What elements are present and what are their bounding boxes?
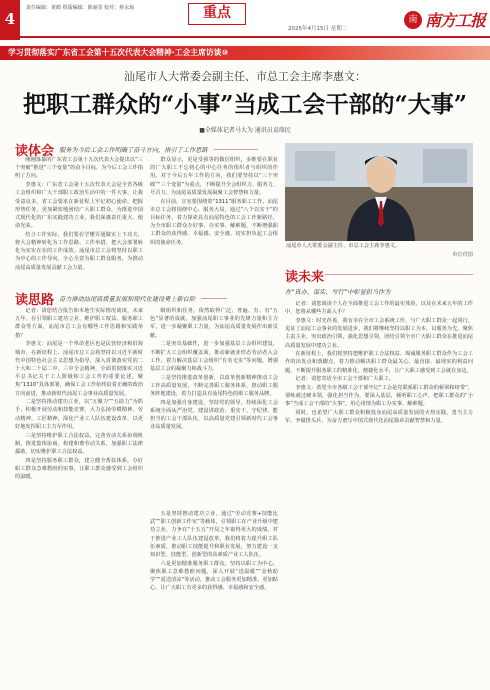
section-subtitle: 服务为今后工会工作明确了奋斗方向，指引了工作思路 [59,147,208,154]
paragraph: 六是更加精准服务职工群众。坚持以职工为中心，聚焦职工急难愁盼问题，深入开展“送温暖”“金秋助学”“夏送清凉”等活动，推动工会服务更加精准、更加贴心，让广大职工有更多的获得感、幸福感和安全感。 [150,560,278,592]
theme-banner [0,46,490,60]
portrait-photo [285,143,473,241]
paragraph: 级组织和任务，依然取得广泛、普遍、有、有“五色”显著的成就，加强汕尾职工事业的先锋力量和主力军，进一步凝聚职工力量，为汕尾高质量发展作出新贡献。 [150,308,278,339]
article-column-3 [15,307,143,685]
article-byline: ■全媒体记者马大为 通讯员袁瑞民 [199,127,291,134]
page-number: 4 [0,0,20,40]
paragraph: 群众显示，更是受我等的做信组织，多维要在职业的广大职工不忘初心的中心任务的组织者与组织的作用。对于今后五年工作的方向，我们要坚持以“三个突破”“三个变量”为重点，不断提升全会组织力、服务力、号召力，为汕尾高质量发展凝聚工会智慧和力量。 [150,157,278,196]
section-subtitle: 奋力推动汕尾高质量发展和现代化建设勇上新台阶 [59,296,196,303]
paragraph: 刚刚落幕的广东省工会第十五次代表大会提出以“三个突破”推进“三个变量”的奋斗目标，为今后工会工作指明了方向。 [15,157,143,180]
article-column-6 [285,300,473,685]
article-column-1 [15,156,143,286]
paragraph: 四是坚持服务职工群众，建立健全帮扶体系，办好职工群众急难愁盼的实事，让职工群众感受到工会组织的温暖。 [15,457,143,481]
editor-credits: 责任编辑：黄鹤 组版编辑：陈丽雯 校对：蔡永灿 [26,5,135,11]
article-column-4 [150,307,278,507]
section-title-weilai [285,266,473,296]
newspaper-brand [404,8,485,31]
issue-date: 2025年4月15日 星期二 [288,26,348,32]
paragraph: 李惠文：希望全市各级工会干部牢记“工会是党联系职工群众的桥梁和纽带”，要练就过硬本领，强化担当作为，要深入基层，倾听职工心声，把职工群众的“小事”当成工会干部的“大事”，用心用情为职工办实事、解难题。 [285,385,473,408]
section-title-label: 读思路 [15,293,55,308]
section-title-label: 读未来 [285,270,325,285]
paragraph: 李惠文：广东省工会第十五次代表大会是全省各级工会组织和广大干部职工政治生活中的一件大事，让我受益良多。省工会要求在新征程上牢记初心使命，把握形势任务，更加紧密地团结广大职工群众，为推进中国式现代化的广东实践建功立业，我们深感责任重大、使命光荣。 [15,182,143,230]
paragraph: 结合工作实际，我们要在学懂弄通做实上下功夫，将大会精神转化为工作思路、工作举措，把大会部署转化为实实在在的工作成效。汕尾市总工会将坚持以职工为中心的工作导向，全心全意为职工群众服务，为推动汕尾高质量发展贡献工会力量。 [15,231,143,271]
paragraph: 李惠文：时光荏苒，我有幸在全市工会系统工作，与广大职工群众一起同行，见证了汕尾工会事业的发展进步。我们将继续坚持以职工为本，以服务为先，聚焦主责主业，突出政治引领，强化思想引领，团结引领全市广大职工群众在推进汕尾高质量发展中建功立业。 [285,317,473,349]
paragraph: 记者：请您寄语全市工会干部和广大职工。 [295,376,394,383]
masthead-rule [0,36,490,38]
section-rule [325,274,473,275]
article-headline: 把职工群众的“小事”当成工会干部的“大事” [23,91,467,118]
photo-caption: 汕尾市人大常委会副主任、市总工会主席李惠文。 [286,243,401,249]
paragraph: 四是加强自身建设，坚持党的领导，持续深化工会系统全面从严治党，建设讲政治、重实干、守纪律、能担当的工会干部队伍，以高质量党建引领新时代工会事业高质量发展。 [150,399,278,431]
photo-credit: 单位供图 [452,252,473,258]
paragraph: 在新征程上，我们将坚持把维护职工合法权益、竭诚服务职工群众作为工会工作的出发点和落脚点，着力推动解决职工群众最关心、最直接、最现实的利益问题，不断提升服务职工的精准化、便捷化水平，让广大职工感受到工会就在身边。 [285,351,473,374]
section-rule [214,149,258,150]
brand-name: 南方工报 [425,11,486,30]
paragraph: 记者：请您谈谈个人在全面推进工会工作的最实体验，以及在未来五年的工作中，您将从哪些方面入手？ [285,301,473,316]
article-kicker: 汕尾市人大常委会副主任、市总工会主席李惠文： [124,70,366,83]
paragraph: 五是坚持推动建功立业，通过“劳动竞赛+技能比武”“职工创新工作室”等载体，引领职工在产业升级中建功立业，力争在“十五五”开局之年取得更大的成绩。对于推进产业工人队伍建设改革，我们将着力提升职工队伍素质，推动职工技能提升和职业发展，努力建设一支知识型、技能型、创新型的高素质产业工人队伍。 [150,511,278,559]
section-title-silu [15,289,227,308]
paragraph: 二是坚持推动建功立业，以“五聚力”“五助力”为抓手，积极开展劳动和技能竞赛，大力弘扬劳模精神、劳动精神、工匠精神，深化产业工人队伍建设改革，以更好地发挥职工主力军作用。 [15,399,143,430]
paragraph: 记者：请您结合报告和本地生实际情况谈谈，未来五年，在引领职工建功立业、维护职工权益、服务职工群众等方面，汕尾市总工会有哪些工作思路和实践举措？ [15,308,143,339]
brand-logo-icon: 南 [404,11,422,29]
paragraph: 在目前，宣室要围绕着“1311”服务职工工作，汕尾市总工会将围绕中心、服务大局，通过“八个以实干”的目标任务，着力探索具有汕尾特色的工会工作新路径，为全市职工群众办好事、办实事、解难题，不断增强职工群众的获得感、幸福感、安全感，切实担负起工会组织的使命任务。 [150,198,278,246]
theme-banner-text: 学习贯彻落实广东省工会第十五次代表大会精神·工会主席访谈⑩ [8,48,229,57]
portrait-illustration [285,143,473,241]
section-label: 重点 [188,3,246,25]
paragraph: 三是坚持维护职工合法权益，完善劳动关系协调机制，推进集体协商、构建和谐劳动关系，加强职工法律援助，切实维护职工合法权益。 [15,432,143,455]
paragraph: 二是突出基础性，进一步加强基层工会组织建设，不断扩大工会组织覆盖面，推动新就业形态劳动者入会工作，着力解决基层工会组织“有名无实”等问题，增强基层工会的凝聚力和战斗力。 [150,341,278,372]
paragraph: 三是坚持推进改革创新，以改革创新精神推动工会工作高质量发展，不断完善职工服务体系，推动职工服务阵地建设，着力打造具有汕尾特色的职工服务品牌。 [150,374,278,398]
section-subtitle: 在“真办、谋实、写行”中彰显担当作为 [285,289,391,296]
paragraph: 李惠文：汕尾是一个革命老区也是民营经济和沿海城市，在新征程上，汕尾市总工会将坚持以习近平新时代中国特色社会主义思想为指导，深入贯彻落实党的二十大和二十届二中、三中全会精神，全面贯彻落实习近平总书记关于工人阶级和工会工作的重要论述，聚焦“1310”具体部署，确保工会工作始终沿着正确的政治方向前进，推动新时代汕尾工会事业高质量发展。 [15,341,143,397]
section-title-label: 读体会 [15,144,55,159]
section-rule [201,298,227,299]
article-column-2 [150,156,278,286]
article-column-5 [150,510,278,685]
paragraph: 同时，也希望广大职工群众积极投身汕尾高质量发展的火热实践，勇当主力军，争做排头兵，为奋力谱写中国式现代化汕尾篇章贡献智慧和力量。 [285,410,473,425]
